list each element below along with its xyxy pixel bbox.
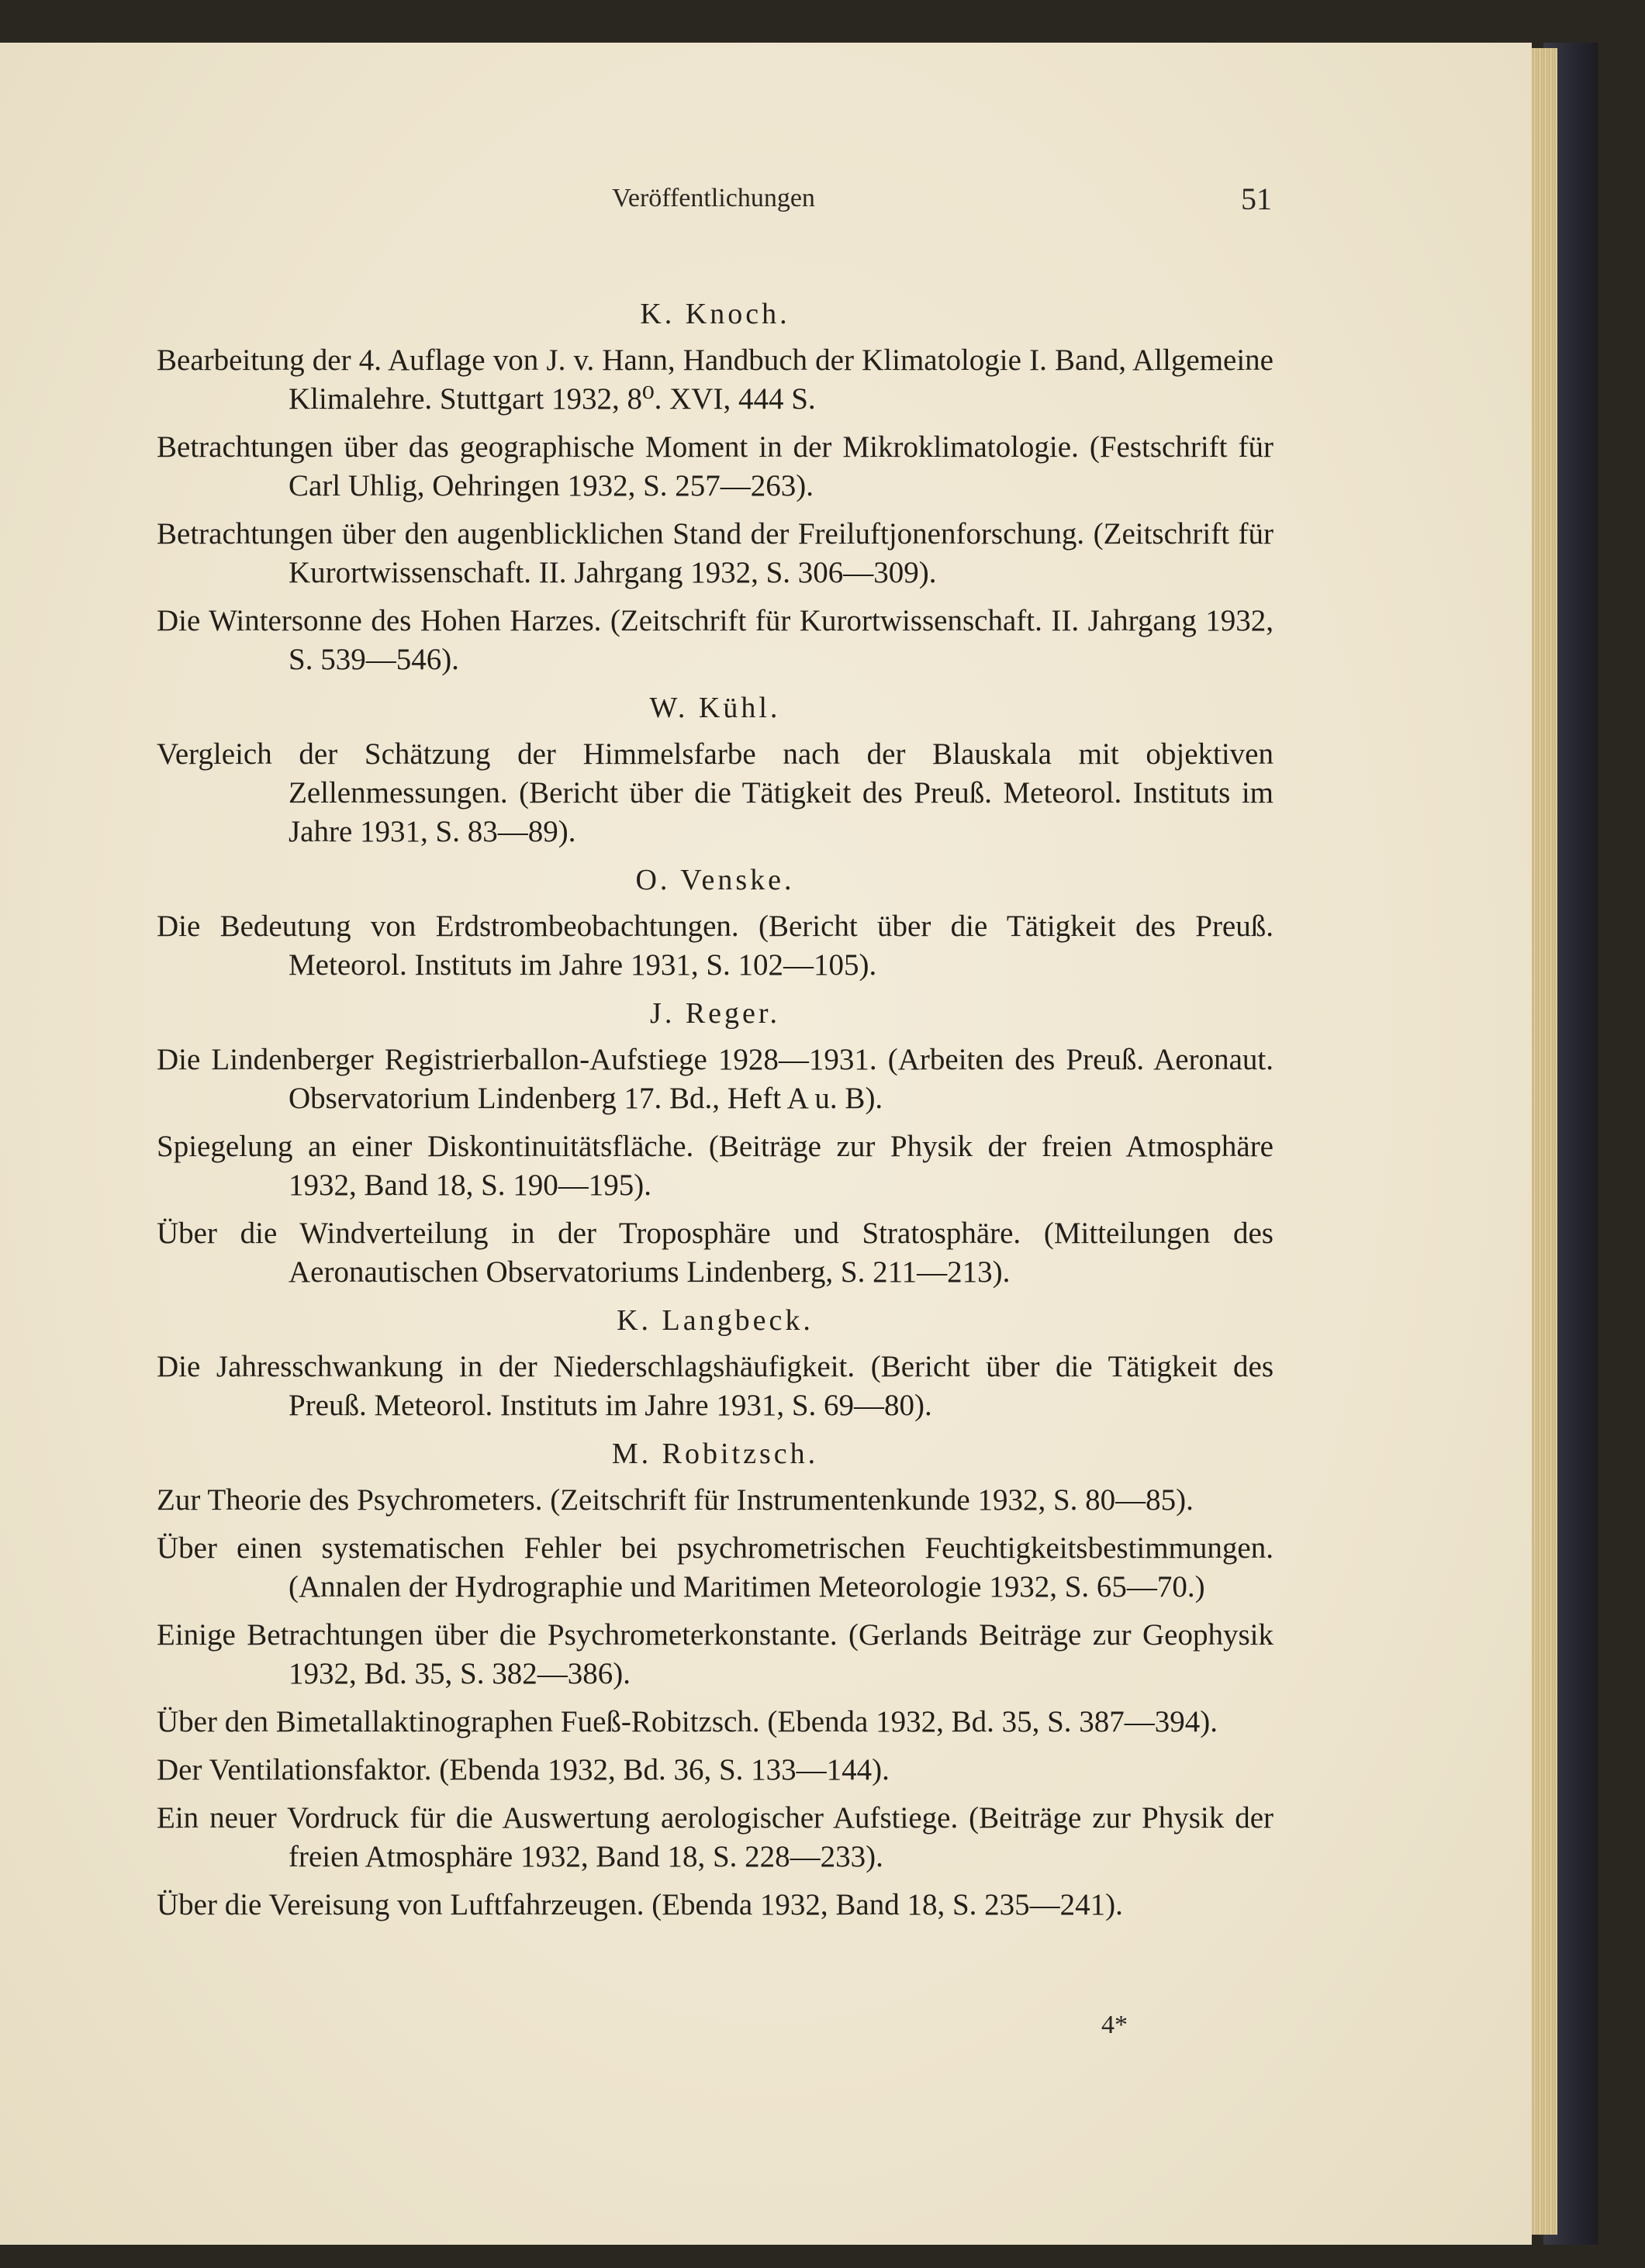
publication-entry: Die Lindenberger Registrierballon-Aufstiege 1928—1931. (Arbeiten des Preuß. Aeronaut. Observatorium Lindenberg 17. Bd., Heft A u. B).	[157, 1043, 1273, 1115]
publication-entry: Bearbeitung der 4. Auflage von J. v. Hann, Handbuch der Klimatologie I. Band, Allgemeine Klimalehre. Stuttgart 1932, 8⁰. XVI, 444 S.	[157, 343, 1273, 416]
publication-entry: Über die Windverteilung in der Troposphäre und Stratosphäre. (Mitteilungen des Aeronautischen Observatoriums Lindenberg, S. 211—213).	[157, 1217, 1273, 1289]
signature-mark: 4*	[1101, 2011, 1128, 2039]
running-head	[155, 181, 1272, 230]
book-page	[0, 43, 1532, 2245]
author-heading: M. Robitzsch.	[611, 1438, 819, 1470]
publication-entry: Die Bedeutung von Erdstrombeobachtungen. (Bericht über die Tätigkeit des Preuß. Meteorol. Instituts im Jahre 1931, S. 102—105).	[157, 910, 1273, 982]
page-number: 51	[1241, 181, 1272, 216]
publication-entry: Einige Betrachtungen über die Psychrometerkonstante. (Gerlands Beiträge zur Geophysik 1932, Bd. 35, S. 382—386).	[157, 1618, 1273, 1690]
author-heading: K. Langbeck.	[617, 1304, 814, 1337]
publication-entry: Über die Vereisung von Luftfahrzeugen. (Ebenda 1932, Band 18, S. 235—241).	[157, 1888, 1123, 1921]
publication-entry: Über einen systematischen Fehler bei psychrometrischen Feuchtigkeitsbestimmungen. (Annalen der Hydrographie und Maritimen Meteorologie 1932, S. 65—70.)	[157, 1531, 1273, 1603]
author-heading: K. Knoch.	[640, 298, 790, 330]
publication-entry: Ein neuer Vordruck für die Auswertung aerologischer Aufstiege. (Beiträge zur Physik der freien Atmosphäre 1932, Band 18, S. 228—233).	[157, 1801, 1273, 1873]
publication-entry: Der Ventilationsfaktor. (Ebenda 1932, Bd. 36, S. 133—144).	[157, 1753, 890, 1786]
publication-entry: Vergleich der Schätzung der Himmelsfarbe nach der Blauskala mit objektiven Zellenmessungen. (Bericht über die Tätigkeit des Preuß. Meteorol. Instituts im Jahre 1931, S. 83—89).	[157, 737, 1273, 848]
running-title: Veröffentlichungen	[612, 184, 815, 212]
publication-entry: Die Jahresschwankung in der Niederschlagshäufigkeit. (Bericht über die Tätigkeit des Preuß. Meteorol. Instituts im Jahre 1931, S. 69—80).	[157, 1350, 1273, 1422]
author-heading: O. Venske.	[635, 864, 795, 896]
author-heading: W. Kühl.	[649, 692, 781, 724]
publication-entry: Betrachtungen über den augenblicklichen Stand der Freiluftjonenforschung. (Zeitschrift für Kurortwissenschaft. II. Jahrgang 1932, S. 306—309).	[157, 517, 1273, 589]
publication-entry: Über den Bimetallaktinographen Fueß-Robitzsch. (Ebenda 1932, Bd. 35, S. 387—394).	[157, 1705, 1218, 1738]
publication-entry: Die Wintersonne des Hohen Harzes. (Zeitschrift für Kurortwissenschaft. II. Jahrgang 1932, S. 539—546).	[157, 604, 1273, 676]
publication-entry: Zur Theorie des Psychrometers. (Zeitschrift für Instrumentenkunde 1932, S. 80—85).	[157, 1483, 1194, 1517]
publication-list	[157, 295, 1273, 1934]
publication-entry: Betrachtungen über das geographische Moment in der Mikroklimatologie. (Festschrift für Carl Uhlig, Oehringen 1932, S. 257—263).	[157, 430, 1273, 502]
publication-entry: Spiegelung an einer Diskontinuitätsfläche. (Beiträge zur Physik der freien Atmosphäre 1932, Band 18, S. 190—195).	[157, 1130, 1273, 1202]
author-heading: J. Reger.	[650, 997, 780, 1030]
